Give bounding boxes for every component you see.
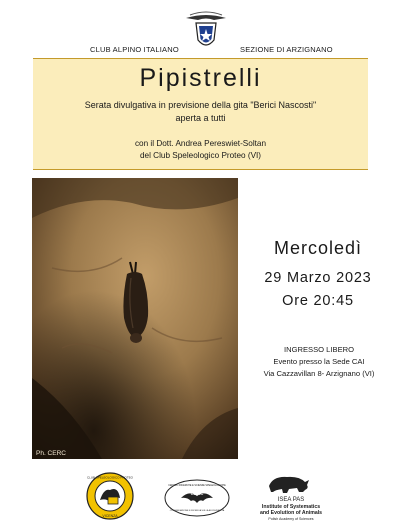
speaker-line: del Club Speleologico Proteo (VI) xyxy=(139,151,262,160)
org-section-right: SEZIONE DI ARZIGNANO xyxy=(240,45,333,54)
cerc-logo-top-text: CENTRO RICERCHE E SCIENZE SPELEOLOGICHE xyxy=(168,484,226,487)
isea-line4: Polish Academy of Sciences xyxy=(268,517,314,521)
event-details xyxy=(246,344,392,380)
cai-logo xyxy=(184,10,228,54)
photo-credit: Ph. CERC xyxy=(36,450,66,457)
address-info: Via Cazzavillan 8- Arzignano (VI) xyxy=(263,369,375,378)
speaker-info xyxy=(73,138,328,162)
speleo-logo-bottom-text: VICENZA xyxy=(102,514,118,518)
speaker-line: con il Dott. Andrea Pereswiet-Soltan xyxy=(134,139,267,148)
speleo-logo-top-text: CLUB SPELEOLOGICO PROTEO xyxy=(86,475,134,480)
subtitle-line: Serata divulgativa in previsione della gita "Berici Nascosti" xyxy=(84,100,317,110)
entry-info: INGRESSO LIBERO xyxy=(283,345,355,354)
title-panel xyxy=(33,58,368,170)
event-weekday: Mercoledì xyxy=(273,238,363,258)
cerc-logo-name: CERC xyxy=(190,491,204,496)
event-time: Ore 20:45 xyxy=(282,293,354,309)
cerc-logo-bottom-text: CONSERVAZIONE E RICERCA SULLA BIODIVERSITÀ xyxy=(169,510,225,512)
bat-cave-photo xyxy=(32,178,238,459)
event-subtitle xyxy=(83,99,318,124)
event-date: 29 Marzo 2023 xyxy=(264,270,372,286)
isea-line3: and Evolution of Animals xyxy=(259,510,323,516)
event-title: Pipistrelli xyxy=(139,64,262,92)
cai-logo-text: CAI xyxy=(202,18,210,23)
isea-pas-logo xyxy=(259,470,323,526)
subtitle-line: aperta a tutti xyxy=(175,112,226,123)
cerc-logo xyxy=(163,478,231,518)
speleo-club-logo xyxy=(86,472,134,520)
isea-line1: ISEA PAS xyxy=(277,497,305,503)
venue-info: Evento presso la Sede CAI xyxy=(273,357,365,366)
org-name-left: CLUB ALPINO ITALIANO xyxy=(90,45,179,54)
rhinoceros-icon xyxy=(269,477,309,493)
isea-line2: Institute of Systematics xyxy=(261,504,321,510)
